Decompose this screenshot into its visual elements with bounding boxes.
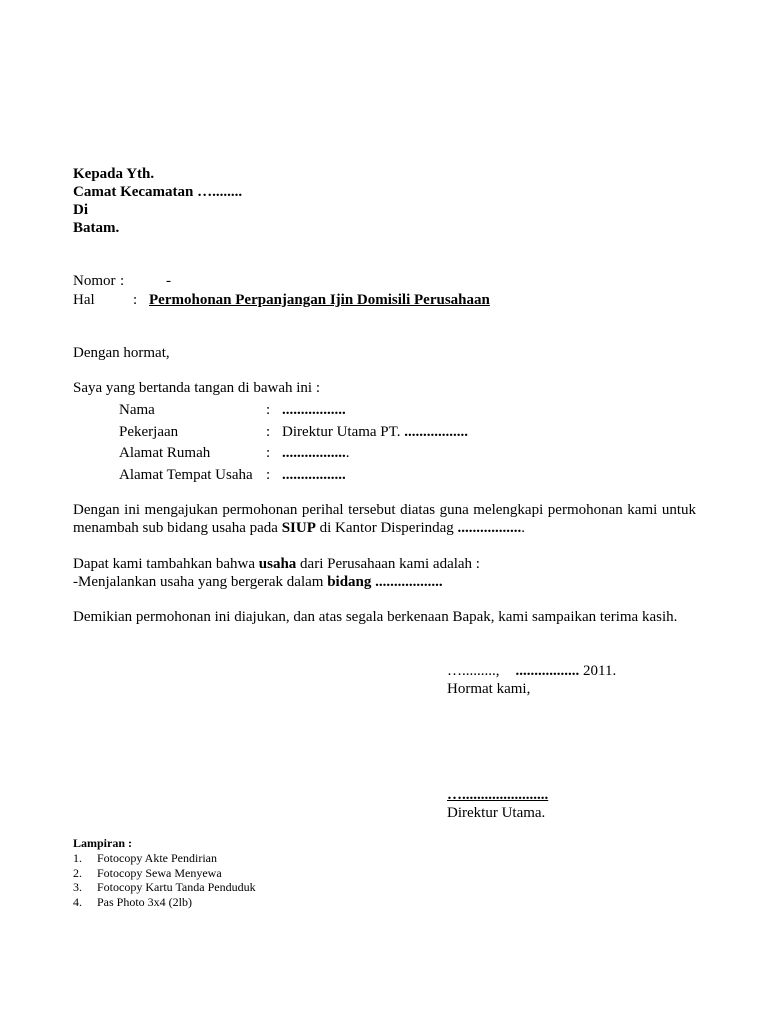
paragraph-1 bbox=[73, 501, 696, 537]
signature-name: …....................... bbox=[447, 787, 549, 803]
attachment-item-4: Pas Photo 3x4 (2lb) bbox=[97, 895, 193, 909]
attachment-item-3: Fotocopy Kartu Tanda Penduduk bbox=[97, 880, 256, 894]
attachment-num-3: 3. bbox=[73, 880, 82, 894]
recipient-line-2: Camat Kecamatan …........ bbox=[73, 184, 243, 200]
attachments-title: Lampiran : bbox=[73, 836, 133, 850]
signature-place-date bbox=[447, 662, 616, 680]
paragraph-2-part-2: dari Perusahaan kami adalah : bbox=[296, 556, 480, 572]
paragraph-2-part-1: Dapat kami tambahkan bahwa bbox=[73, 556, 259, 572]
paragraph-2-line-2 bbox=[73, 573, 443, 591]
attachment-num-2: 2. bbox=[73, 866, 82, 880]
nomor-value: - bbox=[166, 273, 171, 289]
salutation: Dengan hormat, bbox=[73, 345, 170, 361]
recipient-line-4: Batam. bbox=[73, 220, 120, 236]
signature-closing: Hormat kami, bbox=[447, 681, 531, 697]
field-label-alamat-tempat-usaha: Alamat Tempat Usaha bbox=[119, 467, 253, 483]
nomor-label: Nomor bbox=[73, 273, 116, 289]
attachment-num-1: 1. bbox=[73, 851, 82, 865]
hal-colon: : bbox=[133, 292, 138, 308]
field-colon-alamat-tempat-usaha: : bbox=[266, 467, 271, 483]
field-value-alamat-rumah-dots: ................. bbox=[282, 445, 346, 461]
field-label-nama: Nama bbox=[119, 402, 155, 418]
paragraph-1-siup: SIUP bbox=[281, 520, 316, 536]
paragraph-2-line-2-text: -Menjalankan usaha yang bergerak dalam bbox=[73, 574, 328, 590]
hal-value: Permohonan Perpanjangan Ijin Domisili Perusahaan bbox=[149, 292, 490, 308]
hal-label: Hal bbox=[73, 292, 95, 308]
field-value-pekerjaan-prefix: Direktur Utama PT. bbox=[282, 424, 401, 440]
field-value-nama: ................. bbox=[282, 402, 346, 418]
signature-title: Direktur Utama. bbox=[447, 805, 546, 821]
field-colon-pekerjaan: : bbox=[266, 424, 271, 440]
field-colon-alamat-rumah: : bbox=[266, 445, 271, 461]
paragraph-2-line-1 bbox=[73, 555, 480, 573]
signature-date: ................. bbox=[515, 663, 580, 679]
recipient-line-1: Kepada Yth. bbox=[73, 166, 155, 182]
paragraph-3: Demikian permohonan ini diajukan, dan atas segala berkenaan Bapak, kami sampaikan terima kasih. bbox=[73, 609, 678, 625]
paragraph-1-dots: ................. bbox=[457, 520, 522, 536]
signature-place: …........., bbox=[447, 663, 500, 679]
paragraph-1-part-3: . bbox=[521, 520, 526, 536]
paragraph-2-bidang: bidang .................. bbox=[327, 574, 443, 590]
paragraph-1-part-1: Dengan ini mengajukan permohonan perihal tersebut diatas guna melengkapi permohonan kami untuk menambah sub bidang usaha pada bbox=[73, 502, 696, 536]
attachment-item-1: Fotocopy Akte Pendirian bbox=[97, 851, 217, 865]
nomor-colon: : bbox=[120, 273, 125, 289]
field-colon-nama: : bbox=[266, 402, 271, 418]
signature-year: 2011. bbox=[579, 663, 617, 679]
recipient-line-3: Di bbox=[73, 202, 88, 218]
field-label-alamat-rumah: Alamat Rumah bbox=[119, 445, 211, 461]
paragraph-2-usaha: usaha bbox=[258, 556, 297, 572]
field-value-alamat-rumah-suffix: . bbox=[345, 445, 350, 461]
intro-text: Saya yang bertanda tangan di bawah ini : bbox=[73, 380, 321, 396]
field-value-alamat-tempat-usaha: ................. bbox=[282, 467, 346, 483]
attachment-num-4: 4. bbox=[73, 895, 82, 909]
paragraph-1-part-2: di Kantor Disperindag bbox=[315, 520, 458, 536]
field-value-alamat-rumah bbox=[282, 444, 350, 462]
attachment-item-2: Fotocopy Sewa Menyewa bbox=[97, 866, 222, 880]
field-value-pekerjaan-dots: ................. bbox=[404, 424, 468, 440]
field-label-pekerjaan: Pekerjaan bbox=[119, 424, 179, 440]
field-value-pekerjaan bbox=[282, 423, 468, 441]
